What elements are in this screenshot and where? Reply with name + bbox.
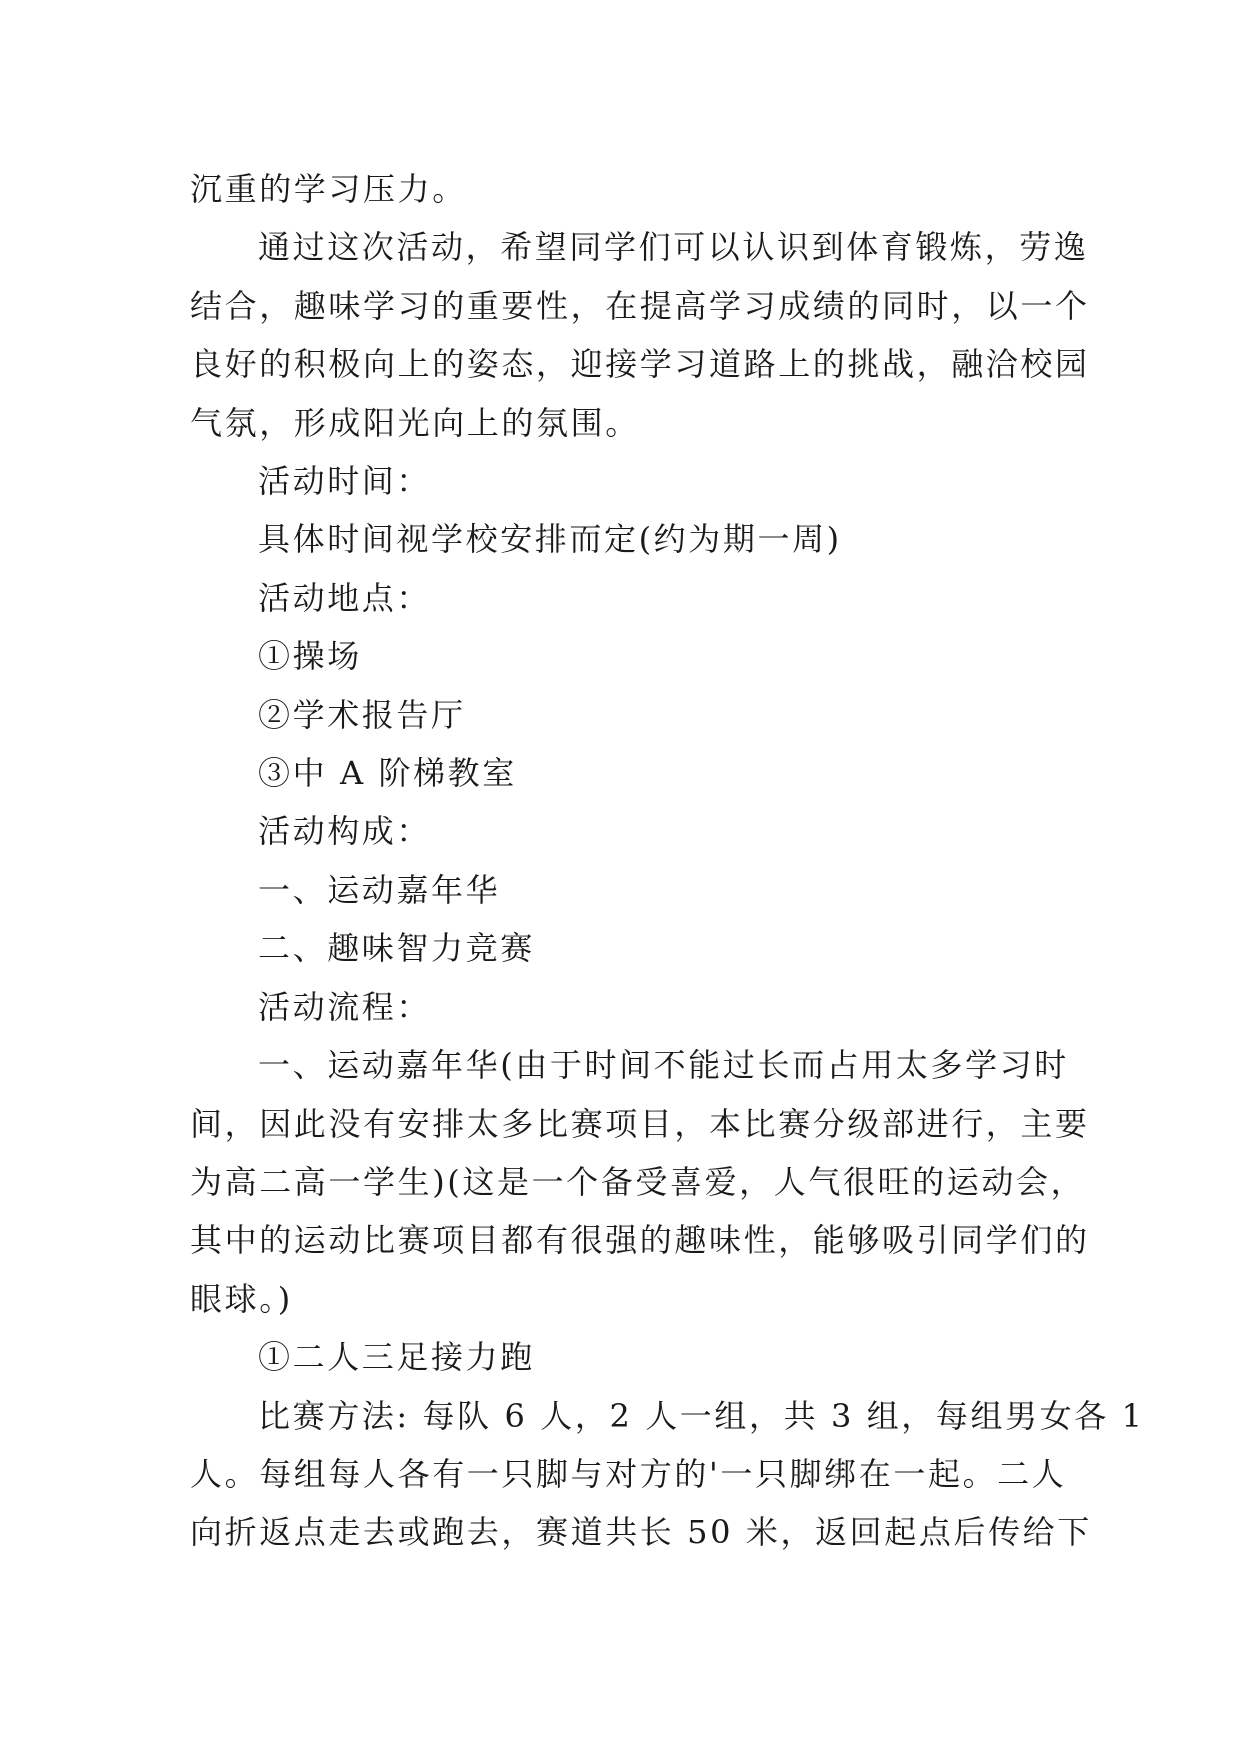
section-heading-time: 活动时间：	[258, 462, 432, 501]
paragraph-line: 具体时间视学校安排而定(约为期一周)	[258, 520, 842, 559]
document-body	[190, 160, 1145, 1562]
paragraph-line: 其中的运动比赛项目都有很强的趣味性，能够吸引同学们的	[190, 1221, 1090, 1260]
list-item: ③中 A 阶梯教室	[258, 754, 517, 793]
paragraph-line: 沉重的学习压力。	[190, 170, 467, 208]
paragraph-line: 眼球。)	[190, 1279, 293, 1318]
paragraph-line: 向折返点走去或跑去，赛道共长 50 米，返回起点后传给下	[190, 1513, 1092, 1552]
paragraph-line: 为高二高一学生)(这是一个备受喜爱，人气很旺的运动会，	[190, 1162, 1086, 1201]
section-heading-location: 活动地点：	[258, 578, 432, 617]
paragraph-line: 气氛，形成阳光向上的氛围。	[190, 403, 640, 442]
list-item: ②学术报告厅	[258, 695, 466, 734]
paragraph-line: 人。每组每人各有一只脚与对方的'一只脚绑在一起。二人	[190, 1454, 1067, 1493]
list-item: 一、运动嘉年华	[258, 870, 501, 909]
paragraph-line: 良好的积极向上的姿态，迎接学习道路上的挑战，融洽校园	[190, 345, 1090, 384]
paragraph-line: 间，因此没有安排太多比赛项目，本比赛分级部进行，主要	[190, 1104, 1090, 1143]
paragraph-line: 结合，趣味学习的重要性，在提高学习成绩的同时，以一个	[190, 286, 1090, 325]
list-item: 二、趣味智力竞赛	[258, 929, 535, 968]
paragraph-line: 一、运动嘉年华(由于时间不能过长而占用太多学习时	[258, 1046, 1069, 1085]
section-heading-process: 活动流程：	[258, 987, 432, 1026]
list-item: ①操场	[258, 637, 362, 676]
section-heading-composition: 活动构成：	[258, 812, 432, 851]
paragraph-line: 比赛方法: 每队 6 人，2 人一组，共 3 组，每组男女各 1	[258, 1396, 1145, 1435]
list-item: ①二人三足接力跑	[258, 1338, 535, 1377]
paragraph-line: 通过这次活动，希望同学们可以认识到体育锻炼，劳逸	[258, 228, 1089, 267]
